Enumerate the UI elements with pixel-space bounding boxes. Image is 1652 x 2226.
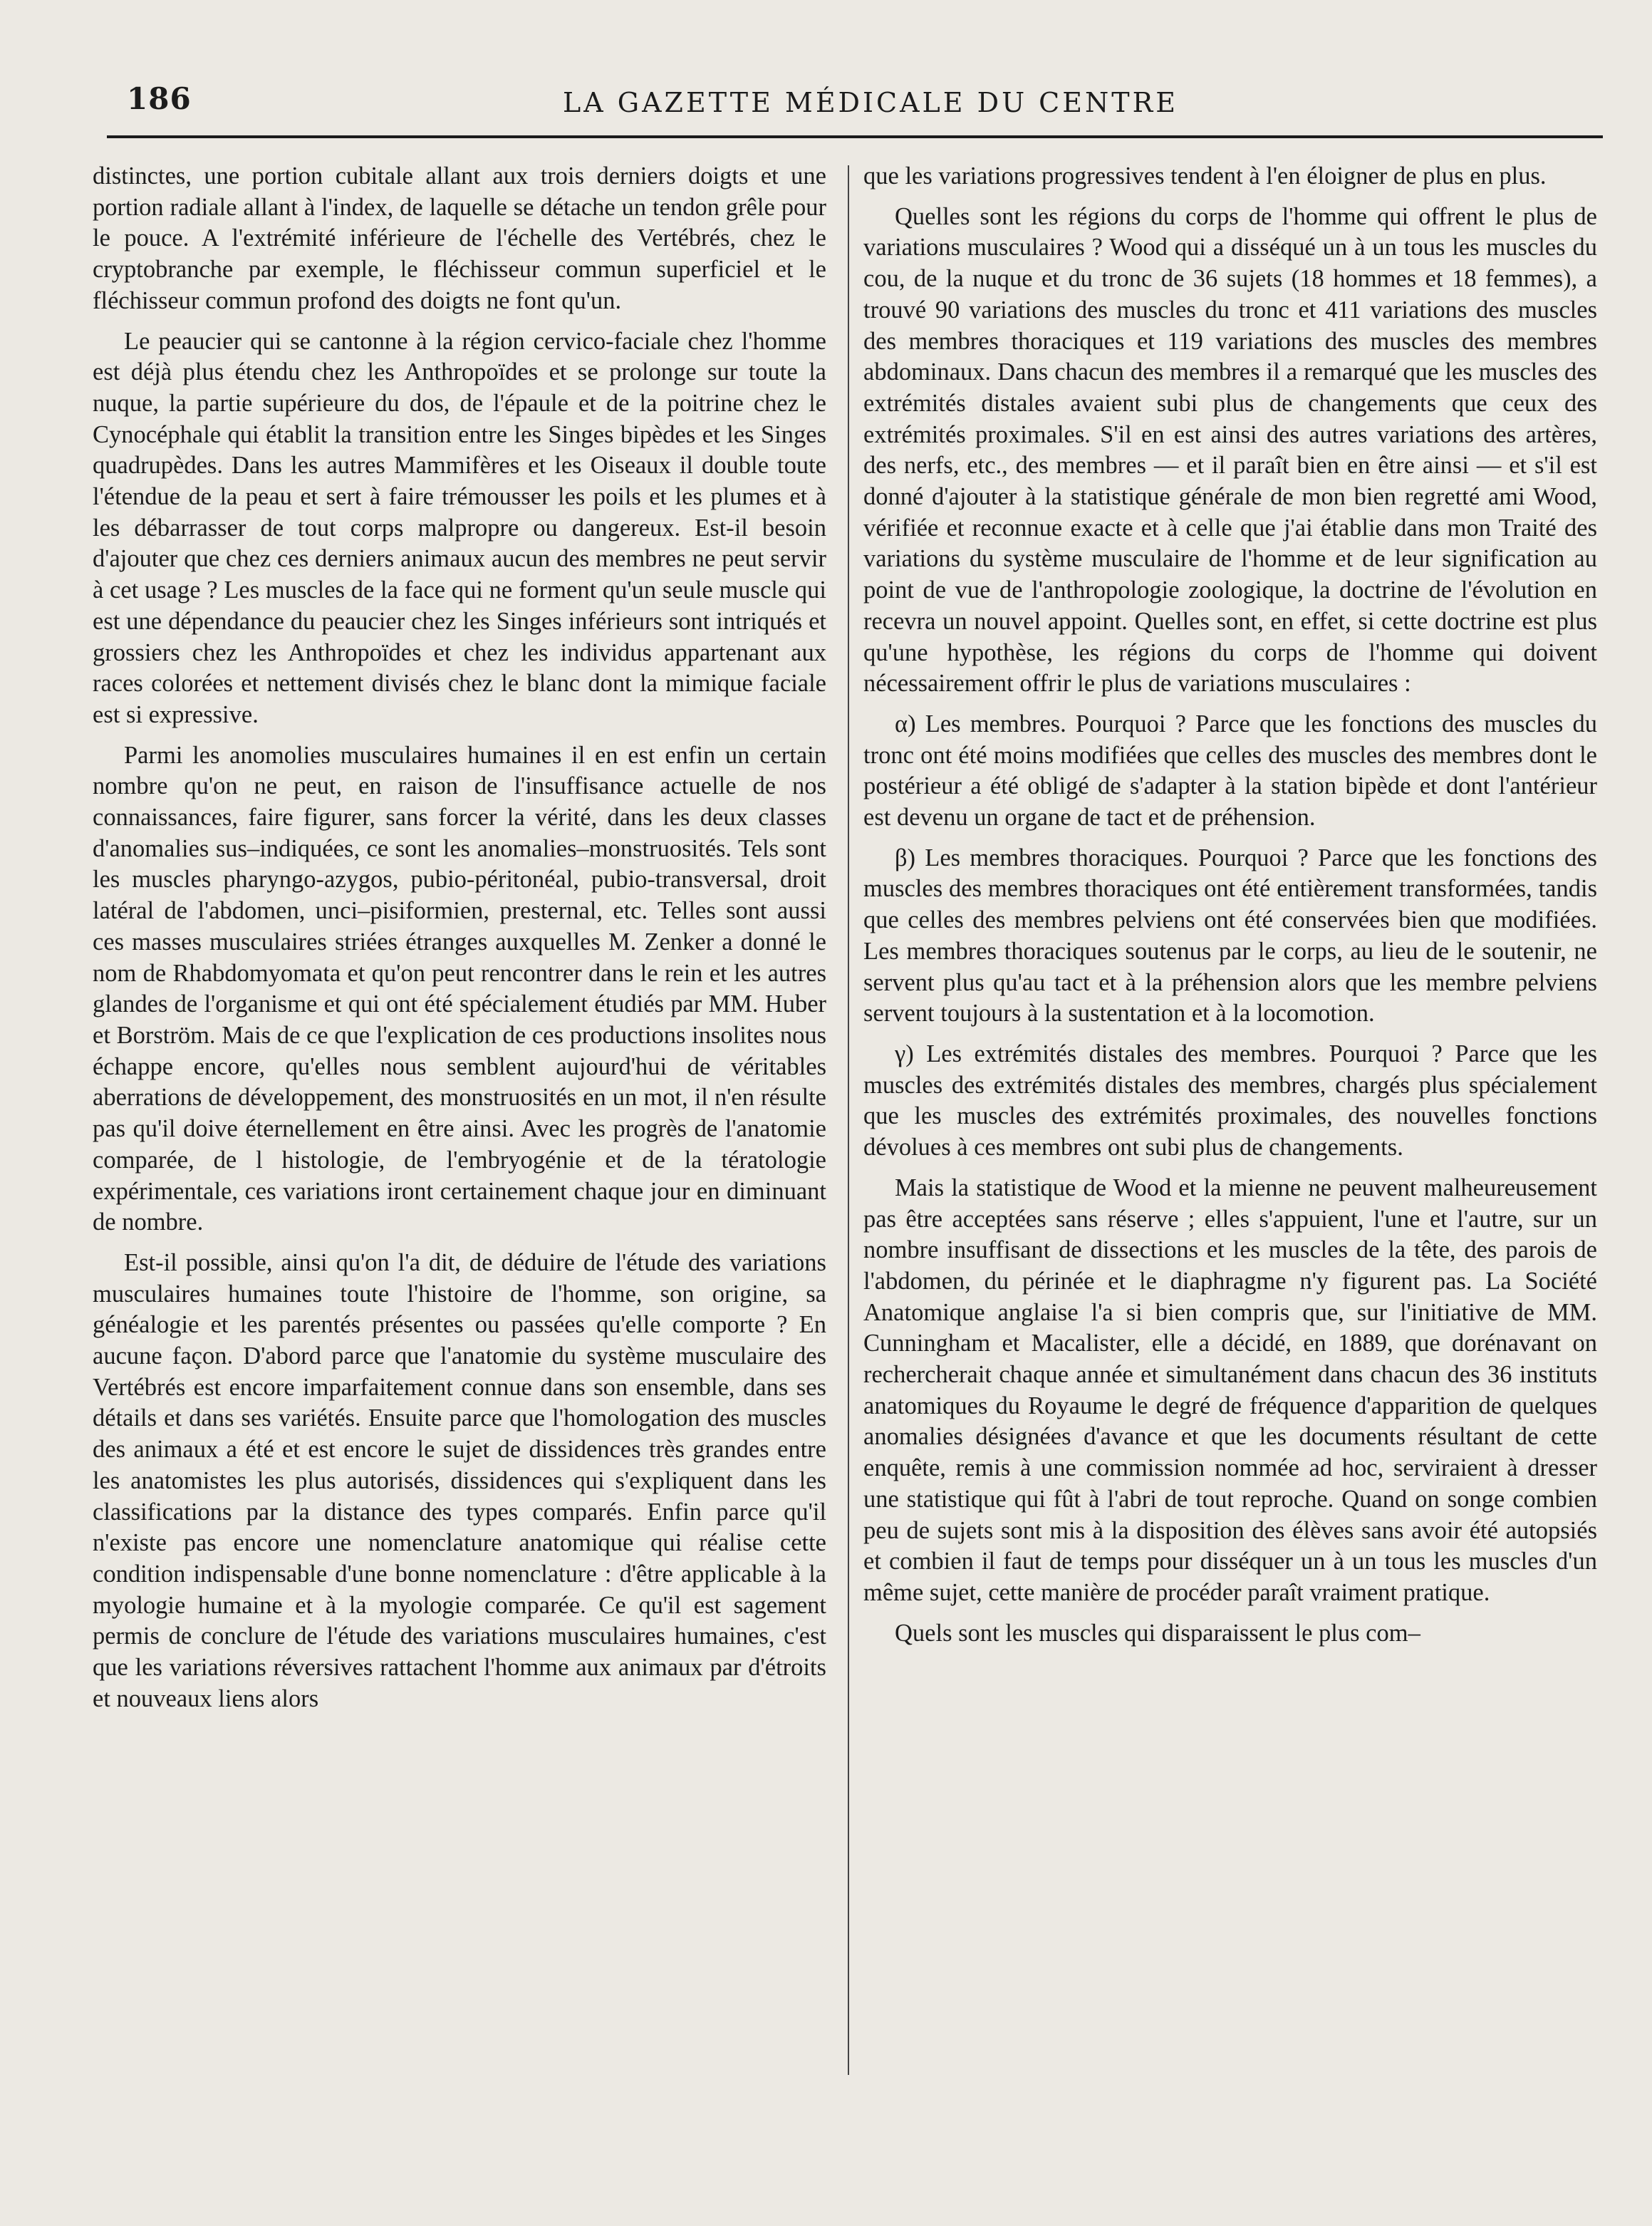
journal-title: LA GAZETTE MÉDICALE DU CENTRE	[563, 87, 1178, 118]
list-item-beta: β) Les membres thoraciques. Pourquoi ? Parce que les fonctions des muscles des membres thoraciques ont été entièrement transformées, tandis que celles des membres pelviens ont été conservées bien que modifiées. Les membres thoraciques soutenus par le corps, au lieu de le soutenir, ne servent plus qu'au tact et à la préhension alors que les membre pelviens servent toujours à la sustentation et à la locomotion.	[863, 844, 1597, 1027]
paragraph: Le peaucier qui se cantonne à la région cervico-faciale chez l'homme est déjà plus étendu chez les Anthropoïdes et se prolonge sur toute la nuque, la partie supérieure du dos, de l'épaule et de la poitrine chez le Cynocéphale qui établit la transition entre les Singes bipèdes et les Singes quadrupèdes. Dans les autres Mammifères et les Oiseaux il double toute l'étendue de la peau et sert à faire trémousser les poils et les plumes et à les débarrasser de tout corps malpropre ou dangereux. Est-il besoin d'ajouter que chez ces derniers animaux aucun des membres ne peut servir à cet usage ? Les muscles de la face qui ne forment qu'un seule muscle qui est une dépendance du peaucier chez les Singes inférieurs sont intriqués et grossiers chez les Anthropoïdes et chez les individus appartenant aux races colorées et nettement divisés chez le blanc dont la mimique faciale est si expressive.	[93, 327, 826, 728]
paragraph: Quels sont les muscles qui disparaissent le plus com–	[895, 1619, 1420, 1647]
left-column	[93, 161, 826, 1724]
page-number: 186	[127, 81, 192, 116]
column-divider	[848, 165, 849, 2075]
list-item-alpha: α) Les membres. Pourquoi ? Parce que les fonctions des muscles du tronc ont été moins modifiées que celles des muscles des membres dont le postérieur a été obligé de s'adapter à la station bipède et dont l'antérieur est devenu un organe de tact et de préhension.	[863, 710, 1597, 832]
page-header	[107, 77, 1603, 120]
paragraph: Est-il possible, ainsi qu'on l'a dit, de déduire de l'étude des variations musculaires humaines toute l'histoire de l'homme, son origine, sa généalogie et les parentés présentes ou passées qu'elle comporte ? En aucune façon. D'abord parce que l'anatomie du système musculaire des Vertébrés est encore imparfaitement connue dans son ensemble, dans ses détails et dans ses variétés. Ensuite parce que l'homologation des muscles des animaux a été et est encore le sujet de dissidences très grandes entre les anatomistes les plus autorisés, dissidences qui s'expliquent dans les classifications par la distance des types comparés. Enfin parce qu'il n'existe pas encore une nomenclature anatomique qui réalise cette condition indispensable d'une bonne nomenclature : d'être applicable à la myologie humaine et à la myologie comparée. Ce qu'il est sagement permis de conclure de l'étude des variations musculaires humaines, c'est que les variations réversives rattachent l'homme aux animaux par d'étroits et nouveaux liens alors	[93, 1248, 826, 1712]
paragraph: Parmi les anomolies musculaires humaines il en est enfin un certain nombre qu'on ne peut, en raison de l'insuffisance actuelle de nos connaissances, faire figurer, sans forcer la vérité, dans les deux classes d'anomalies sus–indiquées, ce sont les anomalies–monstruosités. Tels sont les muscles pharyngo-azygos, pubio-péritonéal, pubio-transversal, droit latéral de l'abdomen, unci–pisiformien, presternal, etc. Telles sont aussi ces masses musculaires striées étranges auxquelles M. Zenker a donné le nom de Rhabdomyomata et qu'on peut rencontrer dans le rein et les autres glandes de l'organisme et qui ont été spécialement étudiés par MM. Huber et Borström. Mais de ce que l'explication de ces productions insolites nous échappe encore, qu'elles nous semblent aujourd'hui de véritables aberrations de développement, des monstruosités en un mot, il n'en résulte pas qu'il doive éternellement en être ainsi. Avec les progrès de l'anatomie comparée, de l histologie, de l'embryogénie et de la tératologie expérimentale, ces variations iront certainement chaque jour en diminuant de nombre.	[93, 741, 826, 1236]
paragraph: Mais la statistique de Wood et la mienne ne peuvent malheureusement pas être acceptées sans réserve ; elles s'appuient, l'une et l'autre, sur un nombre insuffisant de dissections et les muscles de la tête, des parois de l'abdomen, du périnée et le diaphragme n'y figurent pas. La Société Anatomique anglaise l'a si bien compris que, sur l'initiative de MM. Cunningham et Macalister, elle a décidé, en 1889, que dorénavant on rechercherait chaque année et simultanément dans chacun des 36 instituts anatomiques du Royaume le degré de fréquence d'apparition de quelques anomalies désignées d'avance et que les documents résultant de cette enquête, remis à une commission nommée ad hoc, serviraient à dresser une statistique qui fût à l'abri de tout reproche. Quand on songe combien peu de sujets sont mis à la disposition des élèves sans avoir été autopsiés et combien il faut de temps pour disséquer un à un tous les muscles d'un même sujet, cette manière de procéder paraît vraiment pratique.	[863, 1174, 1597, 1606]
list-item-gamma: γ) Les extrémités distales des membres. Pourquoi ? Parce que les muscles des extrémités distales des membres, chargés plus spécialement que les muscles des extrémités proximales, des nouvelles fonctions dévolues à ces membres ont subi plus de changements.	[863, 1040, 1597, 1161]
paragraph: Quelles sont les régions du corps de l'homme qui offrent le plus de variations musculaires ? Wood qui a disséqué un à un tous les muscles du cou, de la nuque et du tronc de 36 sujets (18 hommes et 18 femmes), a trouvé 90 variations des muscles du tronc et 411 variations des muscles des membres thoraciques et 119 variations des muscles des membres abdominaux. Dans chacun des membres il a remarqué que les muscles des extrémités distales avaient subi plus de changements que ceux des extrémités proximales. S'il en est ainsi des autres variations des artères, des nerfs, etc., des membres — et il paraît bien en être ainsi — et s'il est donné d'ajouter à la statistique générale de mon bien regretté ami Wood, vérifiée et reconnue exacte et à celle que j'ai établie dans mon Traité des variations du système musculaire de l'homme et de leur signification au point de vue de l'anthropologie zoologique, la doctrine de l'évolution en recevra un nouvel appoint. Quelles sont, en effet, si cette doctrine est plus qu'une hypothèse, les régions du corps de l'homme qui doivent nécessairement offrir le plus de variations musculaires :	[863, 202, 1597, 698]
right-column	[863, 161, 1597, 1658]
paragraph: distinctes, une portion cubitale allant aux trois derniers doigts et une portion radiale allant à l'index, de laquelle se détache un tendon grêle pour le pouce. A l'extrémité inférieure de l'échelle des Vertébrés, chez le cryptobranche par exemple, le fléchisseur commun superficiel et le fléchisseur commun profond des doigts ne font qu'un.	[93, 162, 826, 314]
header-rule	[107, 135, 1603, 138]
paragraph: que les variations progressives tendent à l'en éloigner de plus en plus.	[863, 162, 1547, 190]
